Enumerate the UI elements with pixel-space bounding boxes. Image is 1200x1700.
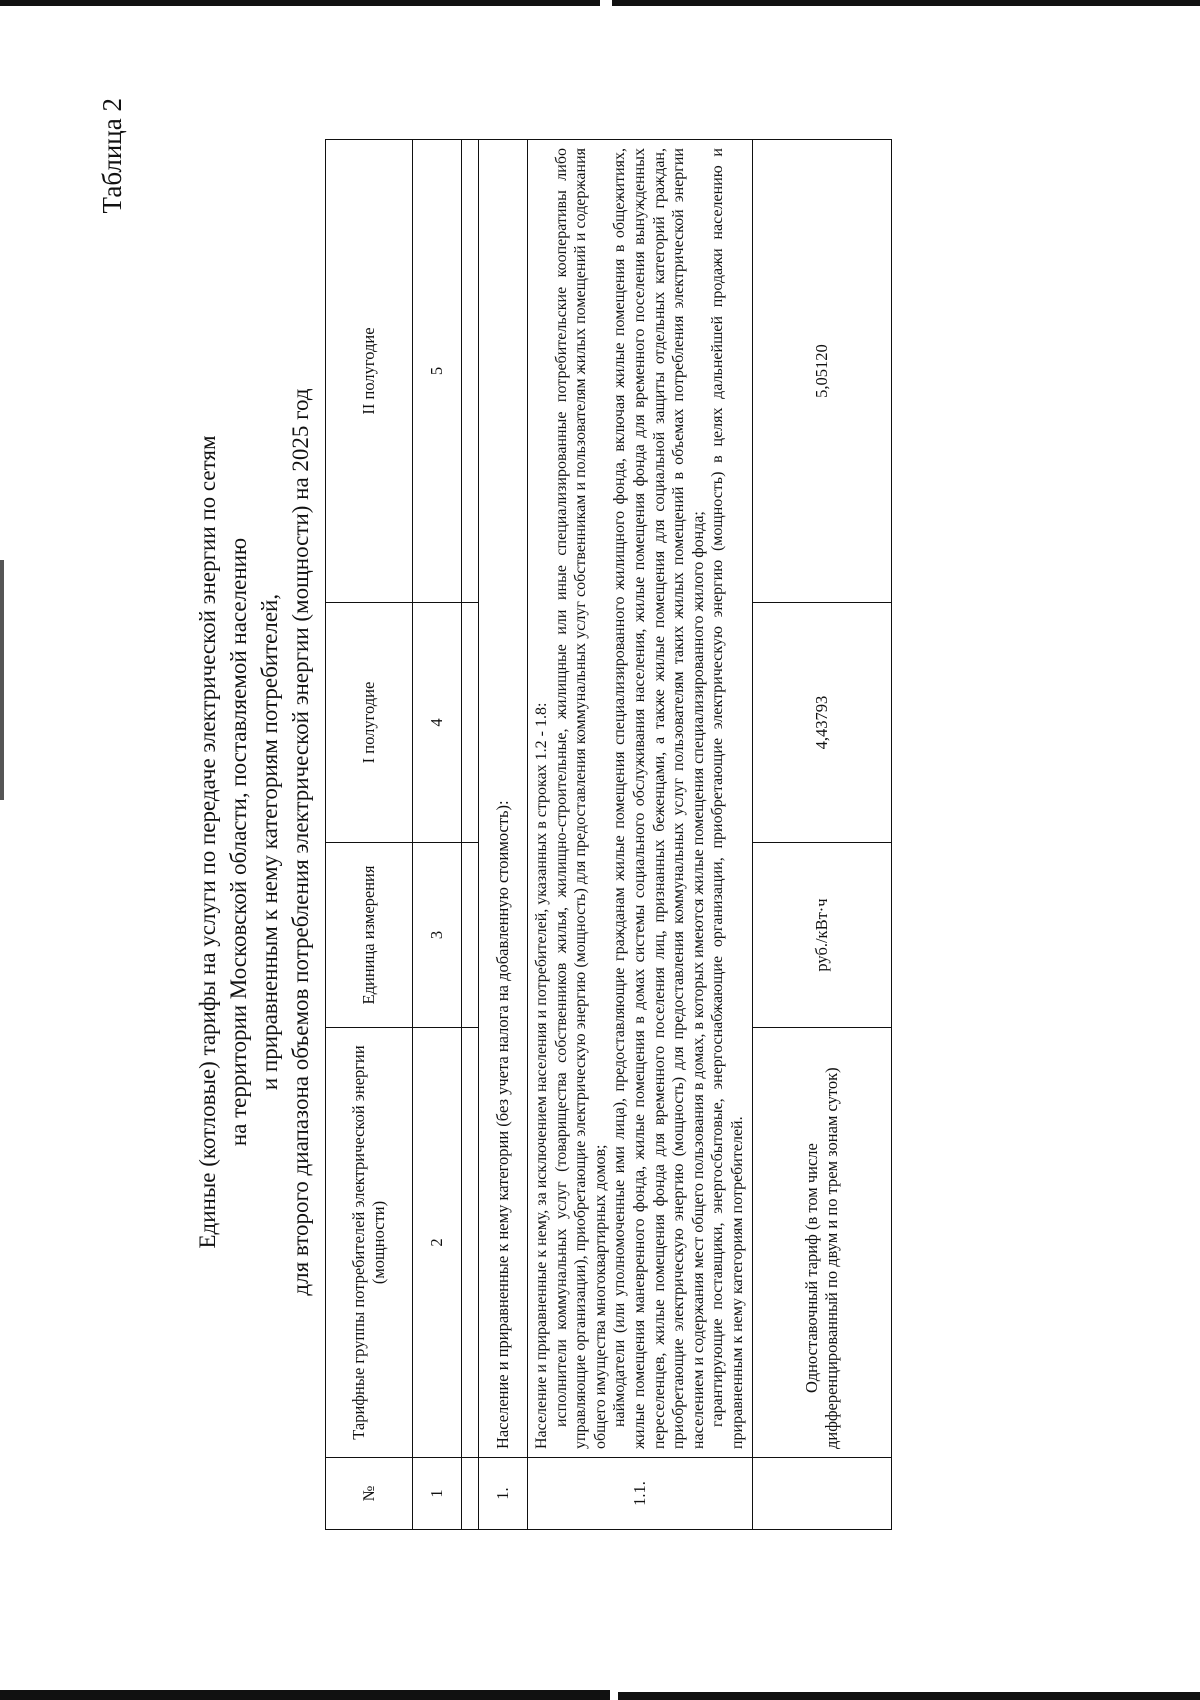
header-unit: Единица измерения [326,843,413,1028]
column-number-3: 3 [413,843,462,1028]
scan-border-bottom [0,1690,610,1700]
section-row [479,140,528,1530]
column-number-4: 4 [413,603,462,843]
scan-border-bottom-right [618,1692,1200,1700]
tariff-row-unit: руб./кВт·ч [752,843,891,1028]
scan-border-top [0,0,1200,6]
subsection-description [528,140,753,1458]
subsection-paragraph-2: исполнители коммунальных услуг (товарищества собственников жилья, жилищно-строительные, жилищные или иные специализированные потребительские кооперативы либо управляющие организации), приобретающие электрическую энергию (мощность) для предоставления коммунальных услуг собственникам и пользователям жилых помещений и содержания общего имущества многоквартирных домов; [552,148,609,1449]
title-line-3: и приравненным к нему категориям потребителей, [257,593,282,1091]
column-number-1: 1 [413,1458,462,1530]
header-half-1: I полугодие [326,603,413,843]
scan-edge-mark [0,560,4,800]
spacer-row [462,140,479,1530]
tariff-row-half-2: 5,05120 [752,140,891,603]
tariff-row-name: Одноставочный тариф (в том числе дифференцированный по двум и по трем зонам суток) [752,1028,891,1458]
tariff-row-number [752,1458,891,1530]
column-numbers-row [413,140,462,1530]
section-title: Население и приравненные к нему категории (без учета налога на добавленную стоимость): [479,140,528,1458]
tariff-row-half-1: 4,43793 [752,603,891,843]
document-title [192,152,316,1532]
title-line-2: на территории Московской области, поставляемой населению [226,537,251,1147]
subsection-row [528,140,753,1530]
rotated-page [22,32,1132,1612]
table-header-row [326,140,413,1530]
table-label: Таблица 2 [97,98,127,214]
title-line-4: для второго диапазона объемов потребления электрической энергии (мощности) на 2025 год [288,388,313,1296]
header-number: № [326,1458,413,1530]
header-tariff-groups: Тарифные группы потребителей электрической энергии (мощности) [326,1028,413,1458]
subsection-paragraph-1: Население и приравненные к нему, за исключением населения и потребителей, указанных в строках 1.2 - 1.8: [533,702,550,1449]
subsection-paragraph-3: наймодатели (или уполномоченные ими лица), предоставляющие гражданам жилые помещения специализированного жилищного фонда, включая жилые помещения в общежитиях, жилые помещения маневренного фонда, жилые помещения в домах системы социального обслуживания населения, жилые помещения фонда для временного поселения вынужденных переселенцев, жилые помещения фонда для временного поселения лиц, признанных беженцами, а также жилые помещения для социальной защиты отдельных категорий граждан, приобретающие электрическую энергию (мощность) для предоставления коммунальных услуг пользователям таких жилых помещений в объемах потребления электрической энергии населением и содержания мест общего пользования в домах, в которых имеются жилые помещения специализированного жилого фонда; [611,148,707,1449]
subsection-paragraph-4: гарантирующие поставщики, энергосбытовые, энергоснабжающие организации, приобретающие электрическую энергию (мощность) в целях дальнейшей продажи населению и приравненным к нему категориям потребителей. [709,148,746,1449]
header-half-2: II полугодие [326,140,413,603]
tariff-row [752,140,891,1530]
tariff-table [325,139,892,1530]
column-number-5: 5 [413,140,462,603]
title-line-1: Единые (котловые) тарифы на услуги по передаче электрической энергии по сетям [195,435,220,1249]
column-number-2: 2 [413,1028,462,1458]
subsection-number: 1.1. [528,1458,753,1530]
section-number: 1. [479,1458,528,1530]
